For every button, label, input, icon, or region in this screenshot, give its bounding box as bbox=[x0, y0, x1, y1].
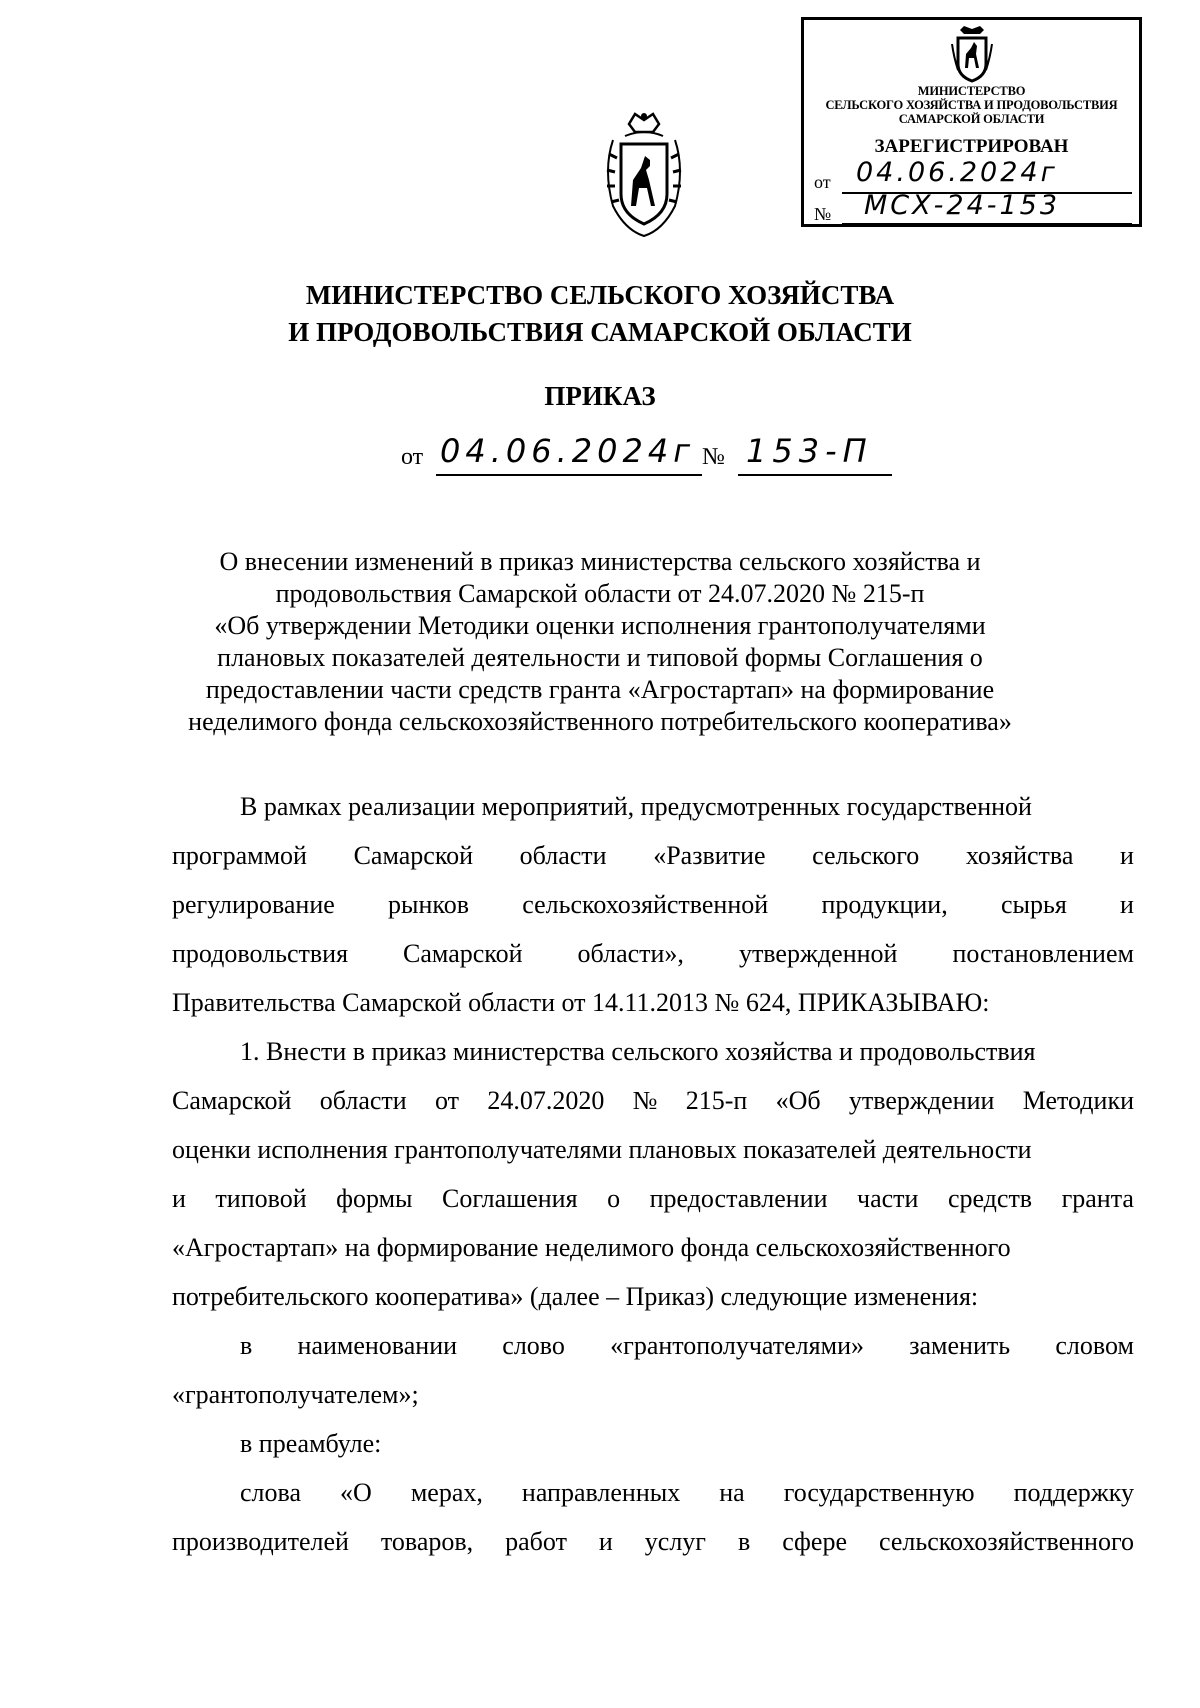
body-word: «Об bbox=[775, 1086, 821, 1115]
body-word: формы bbox=[336, 1184, 413, 1213]
body-word: сырья bbox=[1000, 890, 1067, 919]
subject-line: продовольствия Самарской области от 24.07.2020 № 215-п bbox=[275, 579, 925, 608]
body-word: сельского bbox=[812, 841, 920, 870]
body-text-line bbox=[172, 939, 1134, 969]
body-word: слово bbox=[502, 1331, 565, 1360]
order-date-underline bbox=[436, 474, 702, 476]
body-text-line: «грантополучателем»; bbox=[172, 1380, 419, 1409]
document-type-title: ПРИКАЗ bbox=[544, 381, 656, 411]
body-word: Самарской bbox=[172, 1086, 292, 1115]
body-word: «грантополучателями» bbox=[610, 1331, 864, 1360]
order-date-value: 04.06.2024г bbox=[440, 432, 696, 470]
ministry-heading-line-2: И ПРОДОВОЛЬСТВИЯ САМАРСКОЙ ОБЛАСТИ bbox=[288, 317, 912, 347]
body-text-line bbox=[172, 1184, 1134, 1214]
body-word: регулирование bbox=[172, 890, 335, 919]
body-word: типовой bbox=[215, 1184, 307, 1213]
body-word: товаров, bbox=[380, 1527, 474, 1556]
body-word: предоставлении bbox=[649, 1184, 828, 1213]
subject-line: плановых показателей деятельности и типовой формы Соглашения о bbox=[217, 643, 983, 672]
body-word: области», bbox=[577, 939, 684, 968]
order-number-value: 153-П bbox=[746, 432, 873, 470]
body-word: слова bbox=[240, 1478, 301, 1507]
body-word: услуг bbox=[644, 1527, 706, 1556]
body-word: о bbox=[607, 1184, 621, 1213]
body-word: заменить bbox=[909, 1331, 1011, 1360]
body-word: гранта bbox=[1061, 1184, 1134, 1213]
order-number-label: № bbox=[702, 444, 725, 470]
body-word: государственную bbox=[783, 1478, 975, 1507]
body-word: на bbox=[719, 1478, 745, 1507]
body-word: № bbox=[632, 1086, 658, 1115]
stamp-status: ЗАРЕГИСТРИРОВАН bbox=[874, 136, 1069, 157]
body-word: программой bbox=[172, 841, 307, 870]
order-number-underline bbox=[738, 474, 892, 476]
body-text-line bbox=[172, 1527, 1134, 1557]
body-word: Самарской bbox=[353, 841, 474, 870]
body-word: рынков bbox=[388, 890, 470, 919]
body-text-line bbox=[172, 1086, 1134, 1116]
body-word: Соглашения bbox=[442, 1184, 578, 1213]
stamp-ministry-line-2: СЕЛЬСКОГО ХОЗЯЙСТВА И ПРОДОВОЛЬСТВИЯ bbox=[825, 98, 1118, 112]
body-text-line: оценки исполнения грантополучателями плановых показателей деятельности bbox=[172, 1135, 1032, 1164]
stamp-date-label: от bbox=[814, 172, 831, 192]
order-subject bbox=[150, 546, 1050, 738]
body-word: и bbox=[1120, 890, 1134, 919]
subject-line: предоставлении части средств гранта «Агростартап» на формирование bbox=[205, 675, 995, 704]
body-word: области bbox=[519, 841, 607, 870]
body-word: производителей bbox=[172, 1527, 349, 1556]
ministry-heading-line-1: МИНИСТЕРСТВО СЕЛЬСКОГО ХОЗЯЙСТВА bbox=[305, 280, 895, 310]
body-text-line bbox=[240, 1331, 1134, 1361]
body-text-line: «Агростартап» на формирование неделимого фонда сельскохозяйственного bbox=[172, 1233, 1011, 1262]
body-word: от bbox=[434, 1086, 460, 1115]
body-word: части bbox=[857, 1184, 919, 1213]
body-word: и bbox=[1120, 841, 1134, 870]
body-text-line bbox=[172, 890, 1134, 920]
body-word: области bbox=[319, 1086, 407, 1115]
stamp-ministry-line-1: МИНИСТЕРСТВО bbox=[917, 84, 1026, 98]
coat-of-arms-icon bbox=[595, 110, 693, 242]
body-word: хозяйства bbox=[965, 841, 1074, 870]
body-text-line: Правительства Самарской области от 14.11.2013 № 624, ПРИКАЗЫВАЮ: bbox=[172, 988, 990, 1017]
stamp-number-value: МСХ-24-153 bbox=[864, 190, 1061, 221]
body-word: Методики bbox=[1022, 1086, 1134, 1115]
body-word: сфере bbox=[782, 1527, 847, 1556]
body-text-line: В рамках реализации мероприятий, предусмотренных государственной bbox=[240, 792, 1032, 821]
body-text-line bbox=[172, 841, 1134, 871]
body-word: сельскохозяйственной bbox=[522, 890, 769, 919]
body-word: мерах, bbox=[410, 1478, 483, 1507]
subject-line: «Об утверждении Методики оценки исполнения грантополучателями bbox=[214, 611, 986, 640]
order-date-label: от bbox=[401, 444, 424, 470]
body-text-line: потребительского кооператива» (далее – Приказ) следующие изменения: bbox=[172, 1282, 979, 1311]
body-word: «О bbox=[340, 1478, 372, 1507]
body-text-line bbox=[240, 1478, 1134, 1508]
body-word: Самарской bbox=[403, 939, 523, 968]
body-word: продовольствия bbox=[172, 939, 349, 968]
body-word: в bbox=[737, 1527, 751, 1556]
body-word: постановлением bbox=[952, 939, 1134, 968]
coat-of-arms-icon bbox=[950, 24, 994, 84]
body-word: средств bbox=[947, 1184, 1033, 1213]
body-word: и bbox=[172, 1184, 186, 1213]
body-text-line: в преамбуле: bbox=[240, 1429, 382, 1458]
stamp-date-value: 04.06.2024г bbox=[856, 157, 1058, 188]
body-word: «Развитие bbox=[653, 841, 766, 870]
body-word: утвержденной bbox=[738, 939, 898, 968]
body-word: продукции, bbox=[821, 890, 948, 919]
body-word: работ bbox=[505, 1527, 567, 1556]
body-word: 215-п bbox=[685, 1086, 748, 1115]
body-word: поддержку bbox=[1013, 1478, 1134, 1507]
body-text-line: 1. Внести в приказ министерства сельского хозяйства и продовольствия bbox=[240, 1037, 1036, 1066]
body-word: 24.07.2020 bbox=[487, 1086, 605, 1115]
body-word: словом bbox=[1055, 1331, 1134, 1360]
body-word: направленных bbox=[521, 1478, 681, 1507]
body-word: сельскохозяйственного bbox=[878, 1527, 1134, 1556]
subject-line: неделимого фонда сельскохозяйственного потребительского кооператива» bbox=[188, 707, 1012, 736]
stamp-ministry-line-3: САМАРСКОЙ ОБЛАСТИ bbox=[898, 112, 1045, 126]
subject-line: О внесении изменений в приказ министерства сельского хозяйства и bbox=[219, 547, 981, 576]
body-word: в bbox=[240, 1331, 253, 1360]
stamp-number-underline bbox=[842, 223, 1132, 225]
body-word: утверждении bbox=[848, 1086, 995, 1115]
stamp-number-label: № bbox=[814, 204, 832, 224]
body-word: и bbox=[598, 1527, 613, 1556]
registration-stamp bbox=[801, 17, 1142, 227]
body-word: наименовании bbox=[297, 1331, 458, 1360]
